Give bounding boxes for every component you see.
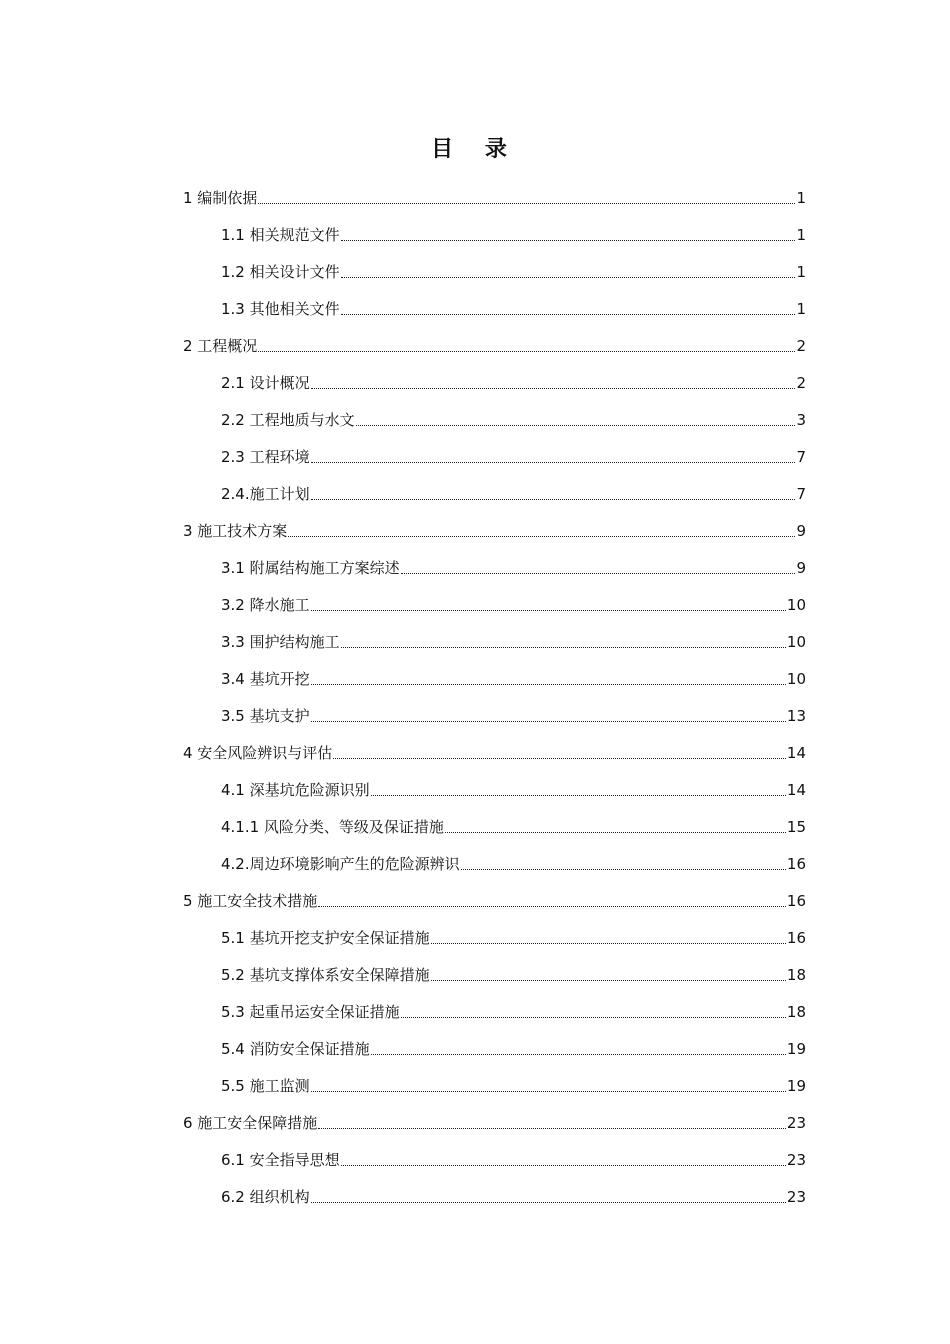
toc-entry-label: 5.3 起重吊运安全保证措施 xyxy=(221,1003,400,1021)
toc-entry-page-number: 9 xyxy=(796,522,806,540)
toc-entry[interactable] xyxy=(221,404,806,430)
toc-entry-page-number: 19 xyxy=(786,1040,806,1058)
toc-entry-label: 4.2.周边环境影响产生的危险源辨识 xyxy=(221,855,460,873)
dot-leader xyxy=(311,1091,786,1092)
toc-entry-page-number: 16 xyxy=(786,855,806,873)
toc-entry-label: 1.1 相关规范文件 xyxy=(221,226,340,244)
toc-entry[interactable] xyxy=(183,182,806,208)
toc-entry[interactable] xyxy=(183,885,806,911)
toc-entry-page-number: 10 xyxy=(786,596,806,614)
toc-entry-label: 2 工程概况 xyxy=(183,337,258,355)
dot-leader xyxy=(288,536,795,537)
dot-leader xyxy=(311,684,786,685)
toc-entry-page-number: 15 xyxy=(786,818,806,836)
dot-leader xyxy=(311,462,796,463)
toc-entry[interactable] xyxy=(221,256,806,282)
toc-entry-page-number: 23 xyxy=(786,1188,806,1206)
toc-entry-page-number: 16 xyxy=(786,892,806,910)
dot-leader xyxy=(311,1202,786,1203)
dot-leader xyxy=(431,943,786,944)
toc-entry[interactable] xyxy=(221,552,806,578)
toc-entry[interactable] xyxy=(221,367,806,393)
toc-entry-page-number: 7 xyxy=(796,448,806,466)
toc-entry[interactable] xyxy=(221,996,806,1022)
toc-entry[interactable] xyxy=(183,737,806,763)
dot-leader xyxy=(311,388,796,389)
toc-entry[interactable] xyxy=(221,700,806,726)
toc-entry[interactable] xyxy=(221,478,806,504)
dot-leader xyxy=(356,425,796,426)
toc-entry-page-number: 2 xyxy=(796,337,806,355)
toc-entry-page-number: 1 xyxy=(796,226,806,244)
dot-leader xyxy=(341,277,796,278)
toc-entry[interactable] xyxy=(221,441,806,467)
toc-entry-page-number: 1 xyxy=(796,263,806,281)
toc-entry[interactable] xyxy=(183,515,806,541)
toc-entry-label: 3.1 附属结构施工方案综述 xyxy=(221,559,400,577)
toc-entry-label: 2.3 工程环境 xyxy=(221,448,310,466)
toc-entry-label: 5.2 基坑支撑体系安全保障措施 xyxy=(221,966,430,984)
toc-entry-page-number: 18 xyxy=(786,1003,806,1021)
dot-leader xyxy=(341,1165,786,1166)
toc-entry[interactable] xyxy=(221,663,806,689)
toc-entry-label: 5 施工安全技术措施 xyxy=(183,892,318,910)
toc-entry-label: 6.2 组织机构 xyxy=(221,1188,310,1206)
toc-entry-page-number: 9 xyxy=(796,559,806,577)
toc-entry-label: 4.1.1 风险分类、等级及保证措施 xyxy=(221,818,444,836)
toc-entry-page-number: 18 xyxy=(786,966,806,984)
dot-leader xyxy=(258,203,795,204)
toc-title: 目 录 xyxy=(431,137,519,162)
toc-entry-page-number: 10 xyxy=(786,633,806,651)
toc-entry-label: 5.4 消防安全保证措施 xyxy=(221,1040,370,1058)
dot-leader xyxy=(258,351,795,352)
toc-entry-page-number: 14 xyxy=(786,744,806,762)
toc-entry-label: 1.3 其他相关文件 xyxy=(221,300,340,318)
dot-leader xyxy=(401,1017,786,1018)
toc-entry-page-number: 3 xyxy=(796,411,806,429)
toc-entry-label: 4.1 深基坑危险源识别 xyxy=(221,781,370,799)
toc-entry-label: 3.4 基坑开挖 xyxy=(221,670,310,688)
toc-entry[interactable] xyxy=(221,774,806,800)
toc-entry-page-number: 19 xyxy=(786,1077,806,1095)
toc-entry-page-number: 13 xyxy=(786,707,806,725)
toc-entry[interactable] xyxy=(183,330,806,356)
toc-entry[interactable] xyxy=(221,848,806,874)
toc-entry-page-number: 10 xyxy=(786,670,806,688)
dot-leader xyxy=(341,647,786,648)
dot-leader xyxy=(371,1054,786,1055)
toc-entry[interactable] xyxy=(221,959,806,985)
toc-entry[interactable] xyxy=(221,922,806,948)
dot-leader xyxy=(401,573,796,574)
toc-entry-label: 3 施工技术方案 xyxy=(183,522,288,540)
toc-entry-label: 1.2 相关设计文件 xyxy=(221,263,340,281)
dot-leader xyxy=(341,314,796,315)
toc-entry[interactable] xyxy=(221,589,806,615)
toc-entry-page-number: 23 xyxy=(786,1151,806,1169)
toc-entry-page-number: 16 xyxy=(786,929,806,947)
dot-leader xyxy=(431,980,786,981)
dot-leader xyxy=(341,240,796,241)
toc-entry[interactable] xyxy=(221,1144,806,1170)
toc-entry-label: 5.5 施工监测 xyxy=(221,1077,310,1095)
toc-entry-label: 3.5 基坑支护 xyxy=(221,707,310,725)
dot-leader xyxy=(311,721,786,722)
toc-entry[interactable] xyxy=(221,811,806,837)
toc-entry-label: 2.1 设计概况 xyxy=(221,374,310,392)
dot-leader xyxy=(333,758,786,759)
toc-entry[interactable] xyxy=(221,293,806,319)
toc-entry[interactable] xyxy=(183,1107,806,1133)
toc-entry-label: 6 施工安全保障措施 xyxy=(183,1114,318,1132)
toc-entry-label: 3.2 降水施工 xyxy=(221,596,310,614)
toc-entry[interactable] xyxy=(221,1181,806,1207)
toc-entry-page-number: 23 xyxy=(786,1114,806,1132)
dot-leader xyxy=(311,610,786,611)
toc-entry-page-number: 1 xyxy=(796,300,806,318)
toc-entry-label: 2.4.施工计划 xyxy=(221,485,310,503)
dot-leader xyxy=(445,832,786,833)
toc-entry[interactable] xyxy=(221,626,806,652)
toc-entry-label: 2.2 工程地质与水文 xyxy=(221,411,355,429)
toc-entry-label: 6.1 安全指导思想 xyxy=(221,1151,340,1169)
dot-leader xyxy=(461,869,786,870)
toc-entry-label: 3.3 围护结构施工 xyxy=(221,633,340,651)
toc-entry[interactable] xyxy=(221,1033,806,1059)
toc-entry-label: 1 编制依据 xyxy=(183,189,258,207)
dot-leader xyxy=(311,499,796,500)
toc-entry-label: 4 安全风险辨识与评估 xyxy=(183,744,333,762)
toc-entry-page-number: 14 xyxy=(786,781,806,799)
toc-entry-page-number: 2 xyxy=(796,374,806,392)
dot-leader xyxy=(318,1128,786,1129)
dot-leader xyxy=(371,795,786,796)
toc-entry-page-number: 7 xyxy=(796,485,806,503)
toc-entry-label: 5.1 基坑开挖支护安全保证措施 xyxy=(221,929,430,947)
toc-entry[interactable] xyxy=(221,1070,806,1096)
toc-entry-page-number: 1 xyxy=(796,189,806,207)
dot-leader xyxy=(318,906,786,907)
toc-entry[interactable] xyxy=(221,219,806,245)
